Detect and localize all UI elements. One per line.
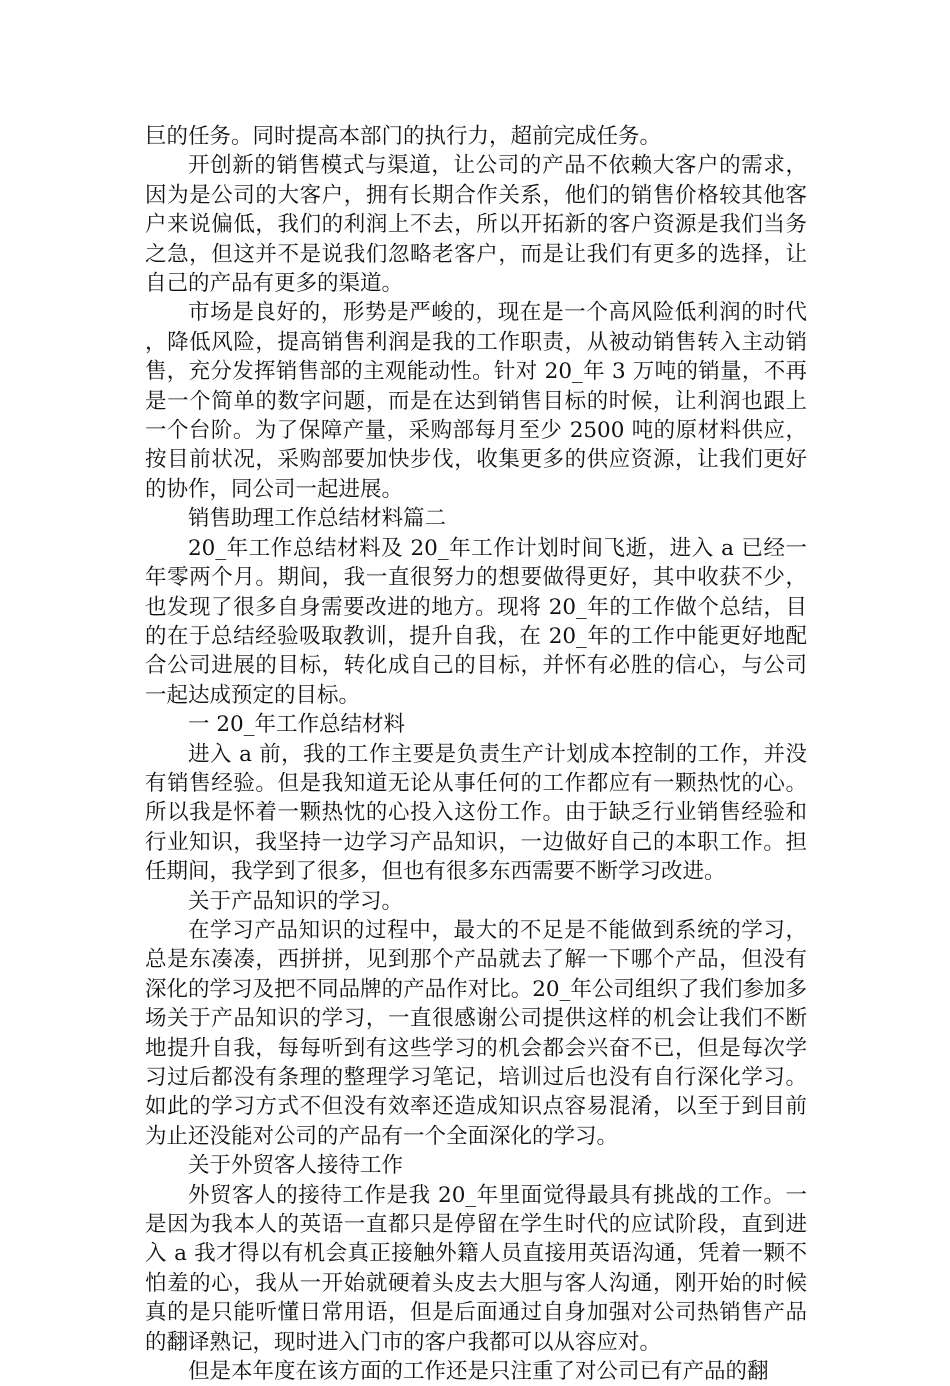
paragraph: 在学习产品知识的过程中，最大的不足是不能做到系统的学习，总是东凑凑，西拼拼，见到那个产品就去了解一下哪个产品，但没有深化的学习及把不同品牌的产品作对比。20_年公司组织了我们参加多场关于产品知识的学习，一直很感谢公司提供这样的机会让我们不断地提升自我，每每听到有这些学习的机会都会兴奋不已，但是每次学习过后都没有条理的整理学习笔记，培训过后也没有自行深化学习。如此的学习方式不但没有效率还造成知识点容易混淆，以至于到目前为止还没能对公司的产品有一个全面深化的学习。 [145, 917, 807, 1149]
paragraph: 20_年工作总结材料及 20_年工作计划时间飞逝，进入 a 已经一年零两个月。期间，我一直很努力的想要做得更好，其中收获不少，也发现了很多自身需要改进的地方。现将 20_年的工作做个总结，目的在于总结经验吸取教训，提升自我，在 20_年的工作中能更好地配合公司进展的目标，转化成自己的目标，并怀有必胜的信心，与公司一起达成预定的目标。 [145, 535, 807, 708]
section-heading: 销售助理工作总结材料篇二 [188, 506, 447, 532]
section-heading: 一 20_年工作总结材料 [188, 712, 405, 738]
paragraph: 外贸客人的接待工作是我 20_年里面觉得最具有挑战的工作。一是因为我本人的英语一直都只是停留在学生时代的应试阶段，直到进入 a 我才得以有机会真正接触外籍人员直接用英语沟通，凭着一颗不怕羞的心，我从一开始就硬着头皮去大胆与客人沟通，刚开始的时候真的是只能听懂日常用语，但是后面通过自身加强对公司热销售产品的翻译熟记，现时进入门市的客户我都可以从容应对。 [145, 1182, 807, 1355]
section-heading: 关于产品知识的学习。 [188, 888, 404, 914]
paragraph: 开创新的销售模式与渠道，让公司的产品不依赖大客户的需求，因为是公司的大客户，拥有长期合作关系，他们的销售价格较其他客户来说偏低，我们的利润上不去，所以开拓新的客户资源是我们当务之急，但这并不是说我们忽略老客户，而是让我们有更多的选择，让自己的产品有更多的渠道。 [145, 153, 807, 297]
section-heading: 关于外贸客人接待工作 [188, 1153, 404, 1179]
paragraph: 但是本年度在该方面的工作还是只注重了对公司已有产品的翻 [188, 1359, 769, 1385]
document-body [145, 122, 807, 1386]
paragraph: 市场是良好的，形势是严峻的，现在是一个高风险低利润的时代，降低风险，提高销售利润是我的工作职责，从被动销售转入主动销售，充分发挥销售部的主观能动性。针对 20_年 3 万吨的销量，不再是一个简单的数字问题，而是在达到销售目标的时候，让利润也跟上一个台阶。为了保障产量，采购部每月至少 2500 吨的原材料供应，按目前状况，采购部要加快步伐，收集更多的供应资源，让我们更好的协作，同公司一起进展。 [145, 300, 807, 502]
paragraph: 巨的任务。同时提高本部门的执行力，超前完成任务。 [145, 124, 662, 149]
paragraph: 进入 a 前，我的工作主要是负责生产计划成本控制的工作，并没有销售经验。但是我知道无论从事任何的工作都应有一颗热忱的心。所以我是怀着一颗热忱的心投入这份工作。由于缺乏行业销售经验和行业知识，我坚持一边学习产品知识，一边做好自己的本职工作。担任期间，我学到了很多，但也有很多东西需要不断学习改进。 [145, 741, 807, 885]
